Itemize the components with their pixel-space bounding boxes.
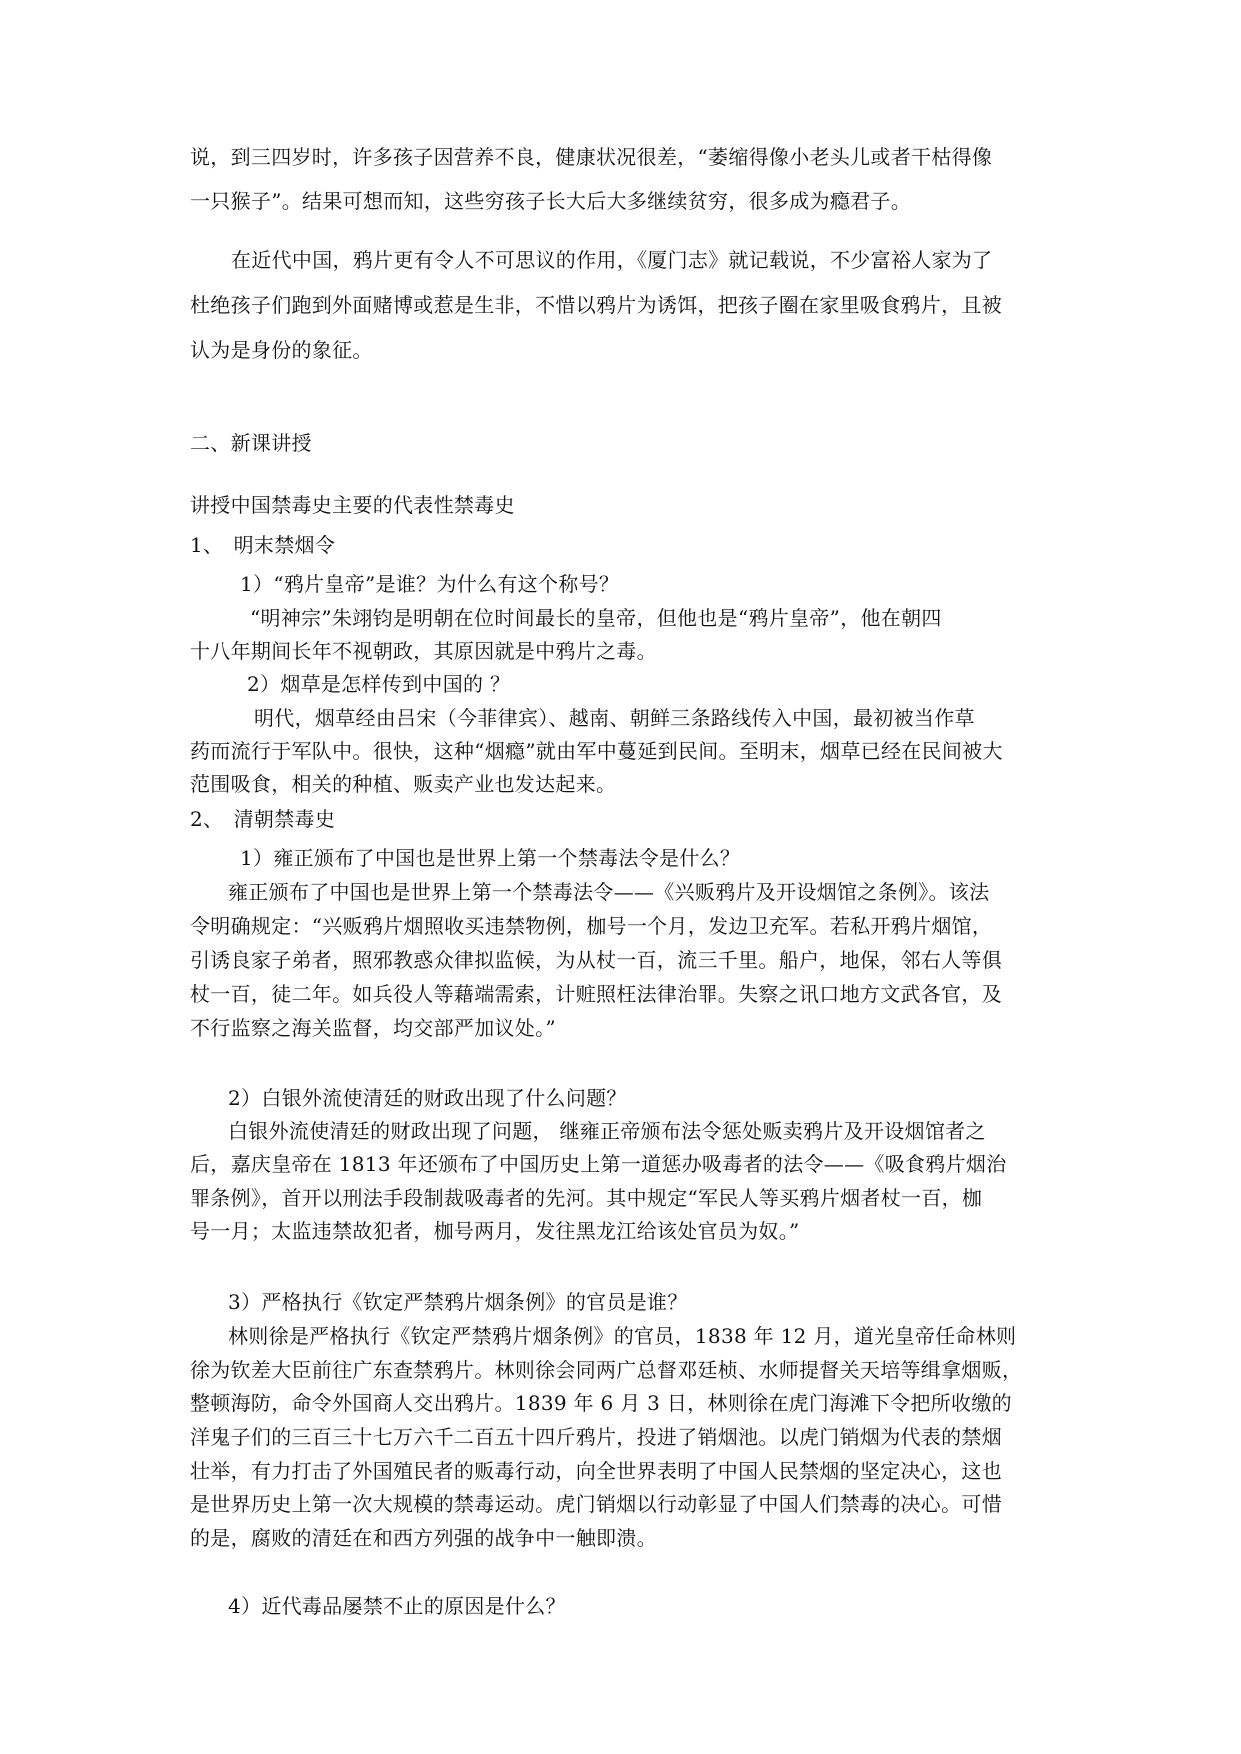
paragraph-line: 白银外流使清廷的财政出现了问题， 继雍正帝颁布法令惩处贩卖鸦片及开设烟馆者之	[228, 1119, 986, 1143]
text-line: 徐为钦差大臣前往广东查禁鸦片。林则徐会同两广总督邓廷桢、水师提督关天培等缉拿烟贩，	[190, 1358, 1023, 1382]
text-line: 说，到三四岁时，许多孩子因营养不良，健康状况很差，“萎缩得像小老头儿或者干枯得像	[190, 145, 993, 169]
text-line: 引诱良家子弟者，照邪教惑众律拟监候，为从杖一百，流三千里。船户，地保，邻右人等俱	[190, 948, 1002, 972]
paragraph-line: 明代，烟草经由吕宋（今菲律宾）、越南、朝鲜三条路线传入中国，最初被当作草	[254, 706, 975, 730]
text-line: 壮举，有力打击了外国殖民者的贩毒行动，向全世界表明了中国人民禁烟的坚定决心，这也	[190, 1459, 1002, 1483]
subheading: 讲授中国禁毒史主要的代表性禁毒史	[190, 493, 515, 517]
list-heading: 1、 明末禁烟令	[190, 533, 336, 557]
text-line: 十八年期间长年不视朝政，其原因就是中鸦片之毒。	[190, 639, 657, 663]
list-heading: 2、 清朝禁毒史	[190, 807, 336, 831]
question-line: 4）近代毒品屡禁不止的原因是什么？	[228, 1594, 566, 1618]
text-line: 罪条例》，首开以刑法手段制裁吸毒者的先河。其中规定“军民人等买鸦片烟者杖一百，枷	[190, 1186, 983, 1210]
paragraph-line: 林则徐是严格执行《钦定严禁鸦片烟条例》的官员，1838 年 12 月，道光皇帝任命林则	[228, 1324, 1017, 1348]
text-line: 认为是身份的象征。	[190, 338, 373, 362]
question-line: 1）雍正颁布了中国也是世界上第一个禁毒法令是什么？	[240, 846, 741, 870]
question-line: 1）“鸦片皇帝”是谁？为什么有这个称号？	[240, 572, 620, 596]
text-line: 后，嘉庆皇帝在 1813 年还颁布了中国历史上第一道惩办吸毒者的法令——《吸食鸦片烟治	[190, 1152, 1007, 1176]
text-line: 洋鬼子们的三百三十七万六千二百五十四斤鸦片，投进了销烟池。以虎门销烟为代表的禁烟	[190, 1425, 1002, 1449]
text-line: 是世界历史上第一次大规模的禁毒运动。虎门销烟以行动彰显了中国人们禁毒的决心。可惜	[190, 1492, 1002, 1516]
text-line: 药而流行于军队中。很快，这种“烟瘾”就由军中蔓延到民间。至明末，烟草已经在民间被大	[190, 739, 1003, 763]
text-line: 杜绝孩子们跑到外面赌博或惹是生非，不惜以鸦片为诱饵，把孩子圈在家里吸食鸦片，且被	[190, 293, 1002, 317]
text-line: 令明确规定：“兴贩鸦片烟照收买违禁物例，枷号一个月，发边卫充军。若私开鸦片烟馆，	[190, 914, 993, 938]
section-heading: 二、新课讲授	[190, 431, 312, 455]
question-line: 3）严格执行《钦定严禁鸦片烟条例》的官员是谁？	[228, 1290, 688, 1314]
text-line: 整顿海防，命令外国商人交出鸦片。1839 年 6 月 3 日，林则徐在虎门海滩下令把所收缴的	[190, 1391, 1012, 1415]
text-line: 不行监察之海关监督，均交部严加议处。”	[190, 1016, 556, 1040]
paragraph-line: 在近代中国，鸦片更有令人不可思议的作用，《厦门志》就记载说，不少富裕人家为了	[231, 248, 993, 272]
question-line: 2）烟草是怎样传到中国的 ？	[247, 672, 511, 696]
text-line: 号一月；太监违禁故犯者，枷号两月，发往黑龙江给该处官员为奴。”	[190, 1219, 800, 1243]
question-line: 2）白银外流使清廷的财政出现了什么问题？	[228, 1086, 627, 1110]
text-line: 范围吸食，相关的种植、贩卖产业也发达起来。	[190, 772, 617, 796]
paragraph-line: 雍正颁布了中国也是世界上第一个禁毒法令——《兴贩鸦片及开设烟馆之条例》。该法	[228, 880, 990, 904]
text-line: 的是，腐败的清廷在和西方列强的战争中一触即溃。	[190, 1526, 657, 1550]
paragraph-line: “明神宗”朱翊钧是明朝在位时间最长的皇帝，但他也是“鸦片皇帝”，他在朝四	[250, 606, 942, 630]
text-line: 一只猴子”。结果可想而知，这些穷孩子长大后大多继续贫穷，很多成为瘾君子。	[190, 189, 912, 213]
text-line: 杖一百，徒二年。如兵役人等藉端需索，计赃照枉法律治罪。失察之讯口地方文武各官，及	[190, 982, 1002, 1006]
